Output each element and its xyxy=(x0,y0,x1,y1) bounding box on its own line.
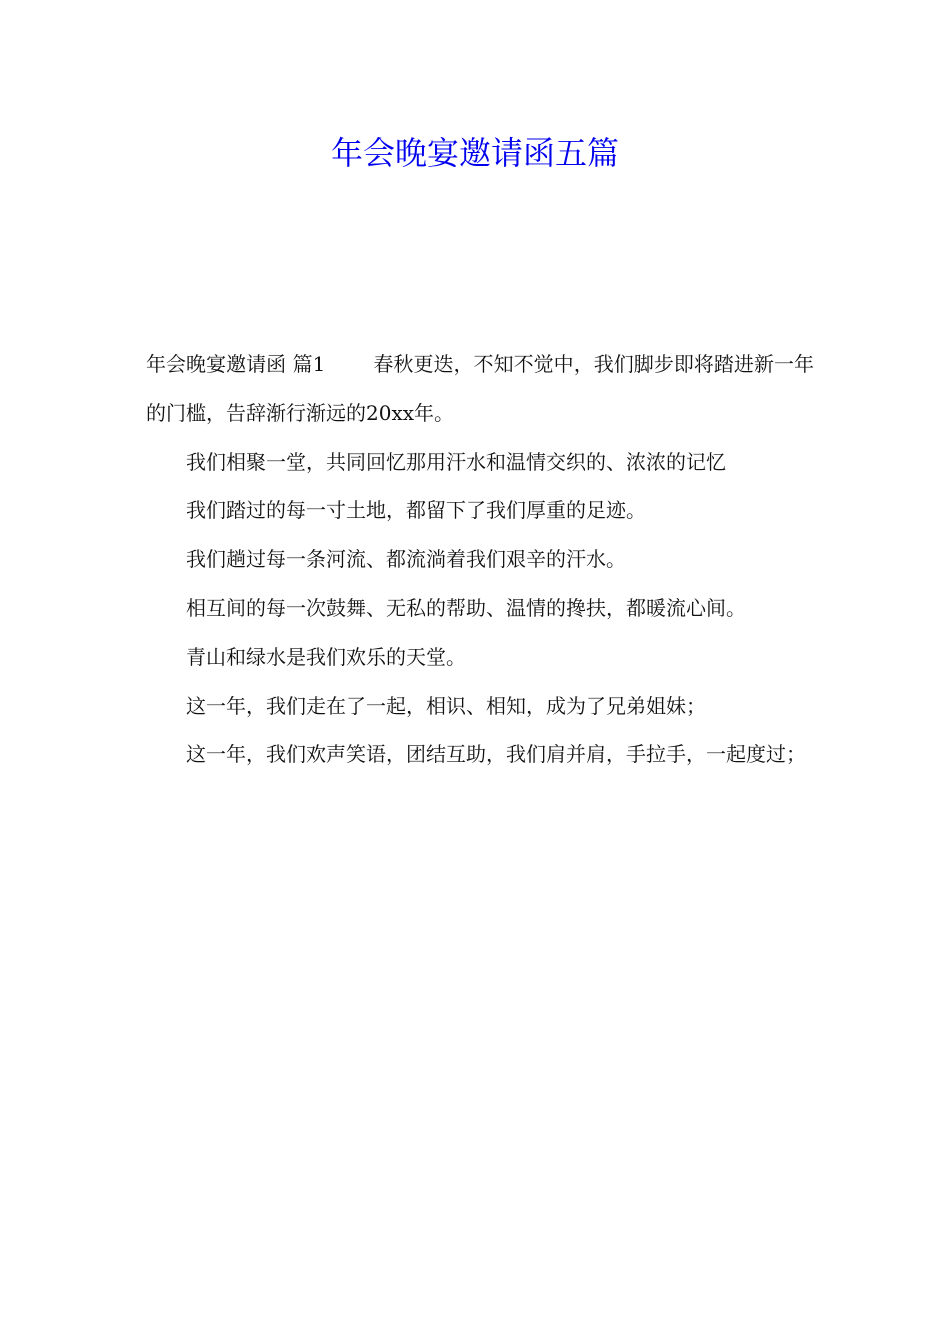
section-heading-number: 篇1 xyxy=(292,352,326,376)
document-body xyxy=(146,340,814,779)
paragraph: 这一年，我们欢声笑语，团结互助，我们肩并肩，手拉手，一起度过； xyxy=(186,742,806,767)
paragraph-first-text: 春秋更迭，不知不觉中，我们脚步即将踏进新一年的门槛，告辞渐行渐远的20xx年。 xyxy=(146,352,815,425)
paragraph: 我们相聚一堂，共同回忆那用汗水和温情交织的、浓浓的记忆 xyxy=(186,449,726,474)
paragraph: 我们趟过每一条河流、都流淌着我们艰辛的汗水。 xyxy=(186,547,626,572)
document-title: 年会晚宴邀请函五篇 xyxy=(330,134,619,172)
paragraph-first xyxy=(146,340,814,438)
paragraph: 这一年，我们走在了一起，相识、相知，成为了兄弟姐妹； xyxy=(186,693,706,718)
paragraph: 我们踏过的每一寸土地，都留下了我们厚重的足迹。 xyxy=(186,498,646,523)
paragraph: 相互间的每一次鼓舞、无私的帮助、温情的搀扶，都暖流心间。 xyxy=(186,595,746,620)
section-heading-label: 年会晚宴邀请函 xyxy=(146,352,287,376)
paragraph: 青山和绿水是我们欢乐的天堂。 xyxy=(186,644,466,669)
